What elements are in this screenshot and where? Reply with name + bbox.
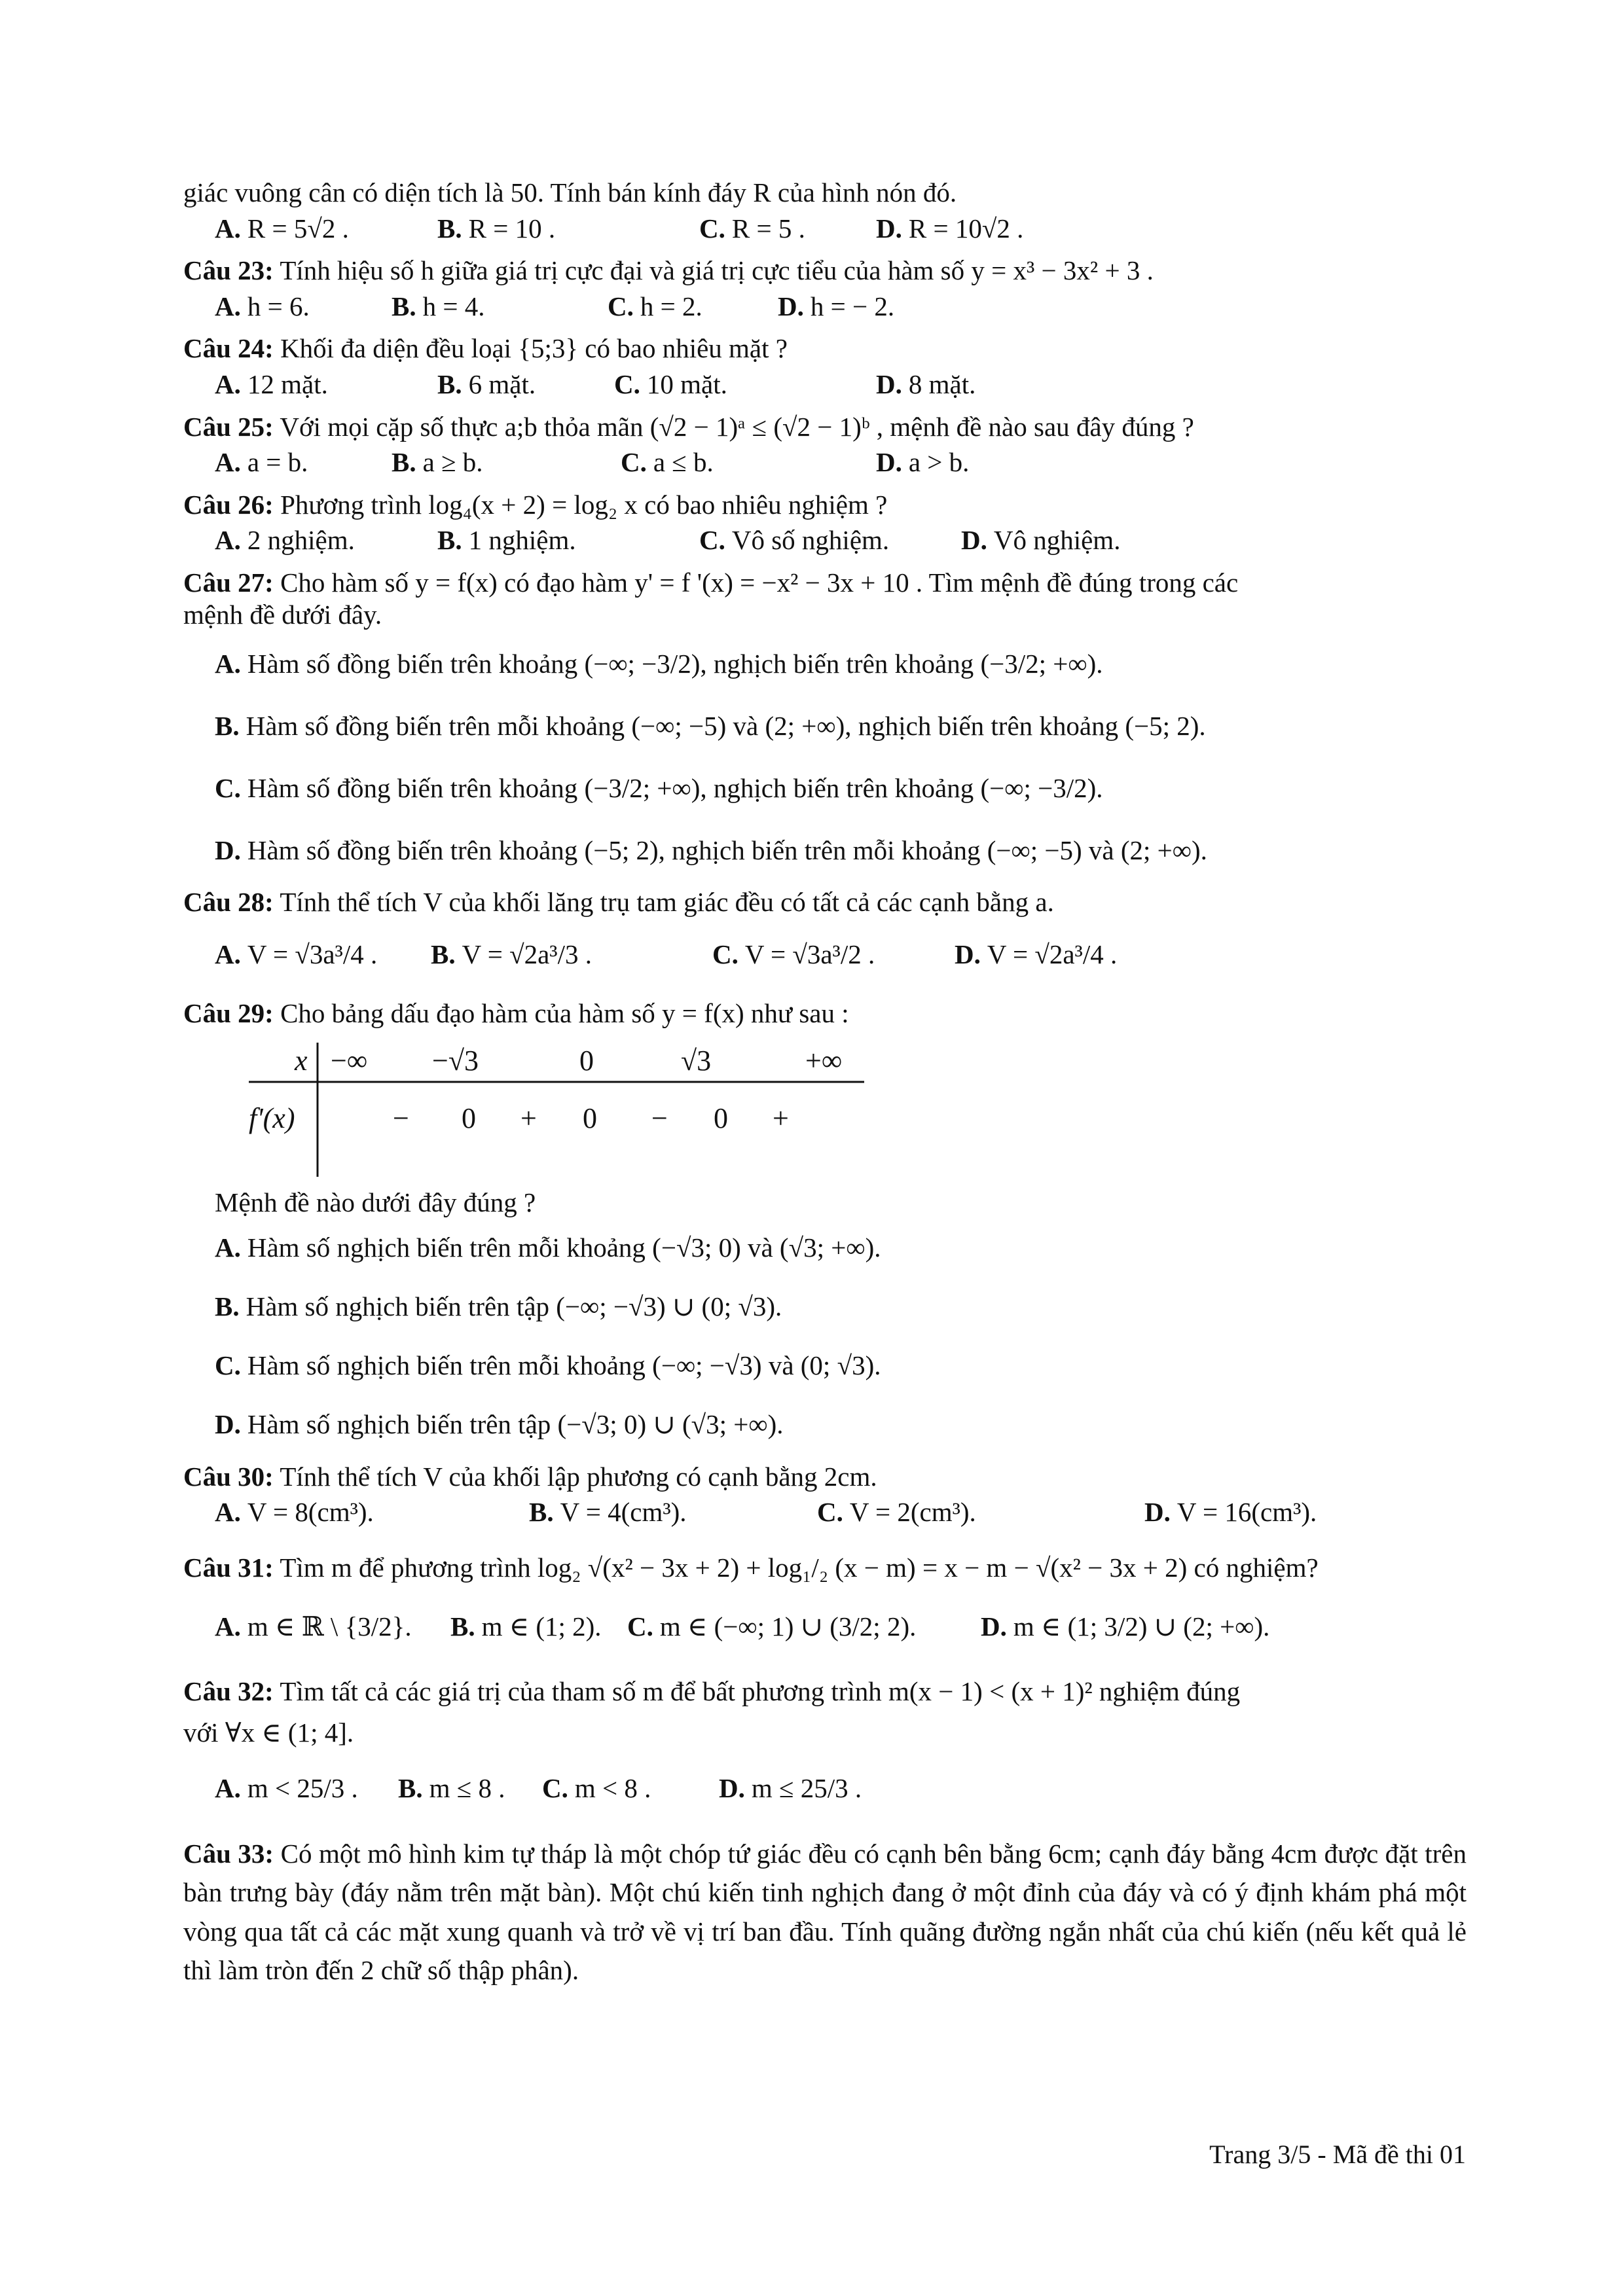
table-sign: −	[393, 1102, 409, 1134]
option-letter: A.	[215, 213, 241, 243]
option-letter: A.	[215, 368, 241, 399]
q26-options: A. 2 nghiệm. B. 1 nghiệm. C. Vô số nghiệm. D. Vô nghiệm.	[215, 525, 1121, 556]
q26-stem: Câu 26: Phương trình log₄(x + 2) = log₂ x có bao nhiêu nghiệm ?	[183, 489, 888, 520]
table-sign: +	[773, 1102, 789, 1134]
option-letter: C.	[542, 1773, 568, 1804]
exam-page	[183, 177, 1467, 1990]
option-letter: A.	[215, 447, 241, 478]
option-letter: B.	[437, 368, 462, 399]
option-letter: A.	[215, 1497, 241, 1528]
option-letter: D.	[961, 525, 987, 556]
option-letter: D.	[955, 939, 981, 969]
option-letter: B.	[215, 710, 240, 741]
option-letter: D.	[876, 447, 902, 478]
option-letter: D.	[876, 213, 902, 243]
q27-option-c: C. Hàm số đồng biến trên khoảng (−3/2; +∞), nghịch biến trên khoảng (−∞; −3/2).	[183, 755, 1467, 821]
table-sign: +	[520, 1102, 537, 1134]
option-letter: B.	[529, 1497, 554, 1528]
option-letter: B.	[398, 1773, 423, 1804]
option-letter: B.	[392, 291, 416, 321]
q27-option-d: D. Hàm số đồng biến trên khoảng (−5; 2), nghịch biến trên mỗi khoảng (−∞; −5) và (2; +∞).	[183, 821, 1467, 880]
q27-option-b: B. Hàm số đồng biến trên mỗi khoảng (−∞; −5) và (2; +∞), nghịch biến trên khoảng (−5; 2).	[183, 696, 1467, 755]
q29-stem: Câu 29: Cho bảng dấu đạo hàm của hàm số y = f(x) như sau :	[183, 997, 849, 1028]
option-letter: C.	[699, 525, 725, 556]
option-letter: A.	[215, 1773, 241, 1804]
q23-stem: Câu 23: Tính hiệu số h giữa giá trị cực đại và giá trị cực tiểu của hàm số y = x³ − 3x² + 3 .	[183, 255, 1154, 286]
option-letter: C.	[608, 291, 634, 321]
option-letter: A.	[215, 1232, 241, 1263]
q30-options: A. V = 8(cm³). B. V = 4(cm³). C. V = 2(cm³). D. V = 16(cm³).	[215, 1497, 1317, 1528]
option-letter: D.	[1144, 1497, 1171, 1528]
page-footer: Trang 3/5 - Mã đề thi 01	[1209, 2140, 1466, 2169]
q28-stem: Câu 28: Tính thể tích V của khối lăng trụ tam giác đều có tất cả các cạnh bằng a.	[183, 887, 1054, 918]
option-letter: B.	[437, 525, 462, 556]
option-letter: C.	[215, 1350, 241, 1381]
q24-stem: Câu 24: Khối đa diện đều loại {5;3} có bao nhiêu mặt ?	[183, 333, 788, 364]
option-letter: A.	[215, 939, 241, 969]
table-x-value: 0	[579, 1044, 594, 1077]
q31-stem: Câu 31: Tìm m để phương trình log₂ √(x² − 3x + 2) + log₁/₂ (x − m) = x − m − √(x² − 3x + 2) có nghiệm?	[183, 1552, 1319, 1583]
option-letter: D.	[719, 1773, 745, 1804]
option-letter: C.	[215, 772, 241, 803]
option-letter: B.	[450, 1611, 475, 1641]
table-x-value: +∞	[805, 1044, 843, 1077]
table-sign: 0	[583, 1102, 597, 1134]
q32-stem-cont: với ∀x ∈ (1; 4].	[183, 1717, 354, 1748]
table-fx-label: f'(x)	[249, 1102, 295, 1134]
option-letter: C.	[712, 939, 739, 969]
q33-stem: Câu 33: Có một mô hình kim tự tháp là một chóp tứ giác đều có cạnh bên bằng 6cm; cạnh đáy bằng 4cm được đặt trên bàn trưng bày (đáy nằm trên mặt bàn). Một chú kiến tinh nghịch đang ở một đỉnh của đáy và có ý định khám phá một vòng qua tất cả các mặt xung quanh và trở về vị trí ban đầu. Tính quãng đường ngắn nhất của chú kiến (nếu kết quả lẻ thì làm tròn đến 2 chữ số thập phân).	[183, 1838, 1467, 1985]
option-letter: D.	[215, 834, 241, 865]
option-letter: C.	[817, 1497, 843, 1528]
option-letter: B.	[431, 939, 456, 969]
q29-option-a: A. Hàm số nghịch biến trên mỗi khoảng (−√3; 0) và (√3; +∞).	[183, 1219, 1467, 1278]
table-x-value: −∞	[331, 1044, 368, 1077]
option-letter: D.	[215, 1409, 241, 1440]
option-letter: A.	[215, 1611, 241, 1641]
option-letter: C.	[627, 1611, 653, 1641]
q30-stem: Câu 30: Tính thể tích V của khối lập phương có cạnh bằng 2cm.	[183, 1461, 877, 1492]
option-letter: C.	[699, 213, 725, 243]
option-letter: C.	[614, 368, 640, 399]
q23-options: A. h = 6. B. h = 4. C. h = 2. D. h = − 2.	[215, 291, 895, 321]
option-letter: D.	[981, 1611, 1007, 1641]
q29-question: Mệnh đề nào dưới đây đúng ?	[215, 1187, 536, 1217]
q31-options: A. m ∈ ℝ \ {3/2}. B. m ∈ (1; 2). C. m ∈ (−∞; 1) ∪ (3/2; 2). D. m ∈ (1; 3/2) ∪ (2; +∞).	[215, 1611, 1270, 1641]
option-letter: B.	[392, 447, 416, 478]
q29-option-d: D. Hàm số nghịch biến trên tập (−√3; 0) ∪ (√3; +∞).	[183, 1395, 1467, 1454]
q25-options: A. a = b. B. a ≥ b. C. a ≤ b. D. a > b.	[215, 447, 970, 478]
option-letter: A.	[215, 525, 241, 556]
table-x-label: x	[295, 1044, 308, 1077]
option-letter: A.	[215, 291, 241, 321]
q32-stem: Câu 32: Tìm tất cả các giá trị của tham số m để bất phương trình m(x − 1) < (x + 1)² nghiệm đúng	[183, 1676, 1241, 1707]
sign-table	[183, 1036, 1467, 1180]
option-letter: D.	[876, 368, 902, 399]
option-letter: B.	[215, 1291, 240, 1322]
table-sign: 0	[714, 1102, 728, 1134]
option-letter: A.	[215, 648, 241, 679]
q27-stem: Câu 27: Cho hàm số y = f(x) có đạo hàm y' = f '(x) = −x² − 3x + 10 . Tìm mệnh đề đúng trong các	[183, 567, 1239, 598]
intro-line: giác vuông cân có diện tích là 50. Tính bán kính đáy R của hình nón đó.	[183, 177, 957, 207]
q29-option-c: C. Hàm số nghịch biến trên mỗi khoảng (−∞; −√3) và (0; √3).	[183, 1336, 1467, 1395]
table-sign: 0	[462, 1102, 476, 1134]
q24-options: A. 12 mặt. B. 6 mặt. C. 10 mặt. D. 8 mặt.	[215, 368, 976, 399]
q32-options: A. m < 25/3 . B. m ≤ 8 . C. m < 8 . D. m ≤ 25/3 .	[215, 1773, 862, 1804]
q22-options: A. R = 5√2 . B. R = 10 . C. R = 5 . D. R = 10√2 .	[215, 213, 1024, 243]
q25-stem: Câu 25: Với mọi cặp số thực a;b thỏa mãn (√2 − 1)ᵃ ≤ (√2 − 1)ᵇ , mệnh đề nào sau đây đúng ?	[183, 411, 1194, 442]
q27-option-a: A. Hàm số đồng biến trên khoảng (−∞; −3/2), nghịch biến trên khoảng (−3/2; +∞).	[183, 631, 1467, 696]
option-letter: C.	[621, 447, 647, 478]
table-sign: −	[651, 1102, 668, 1134]
option-letter: D.	[778, 291, 804, 321]
table-x-value: −√3	[432, 1044, 479, 1077]
q29-option-b: B. Hàm số nghịch biến trên tập (−∞; −√3) ∪ (0; √3).	[183, 1278, 1467, 1336]
q27-stem-cont: mệnh đề dưới đây.	[183, 600, 382, 630]
option-letter: B.	[437, 213, 462, 243]
q28-options: A. V = √3a³/4 . B. V = √2a³/3 . C. V = √3a³/2 . D. V = √2a³/4 .	[215, 939, 1118, 969]
table-x-value: √3	[681, 1044, 712, 1077]
